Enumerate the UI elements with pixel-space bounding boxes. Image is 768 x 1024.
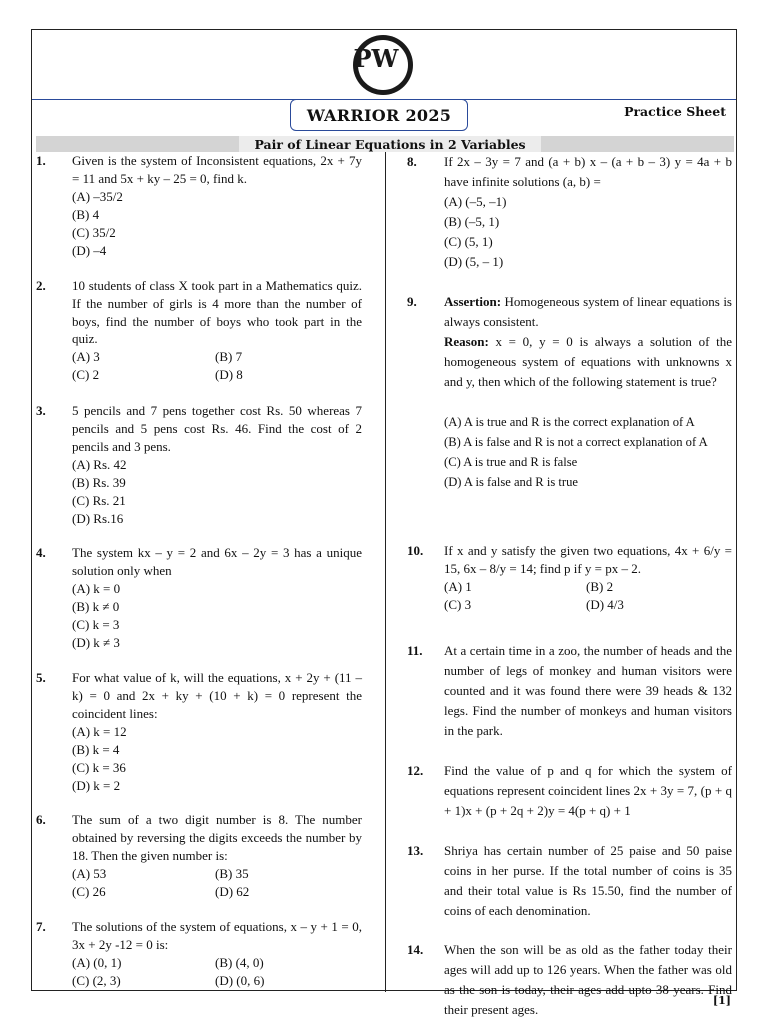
question-text: At a certain time in a zoo, the number of heads and the number of legs of monkey and human visitors were counted and it was found there were 39 heads & 132 legs. Find the number of monkeys and human visitors in the park. bbox=[444, 643, 732, 738]
column-divider bbox=[385, 152, 386, 992]
logo-letter-p: PW bbox=[353, 44, 399, 73]
option-c: (C) 3 bbox=[444, 597, 472, 612]
question-text: If 2x – 3y = 7 and (a + b) x – (a + b – 3) y = 4a + b have infinite solutions (a, b) = bbox=[444, 154, 732, 189]
question-text: Shriya has certain number of 25 paise and 50 paise coins in her purse. If the total number of coins is 35 and their total value is Rs 15.50, find the number of coins of each denomination. bbox=[444, 843, 732, 918]
option-a: (A) 53 bbox=[72, 866, 107, 881]
question-number: 5. bbox=[36, 670, 46, 685]
page-number: [1] bbox=[712, 994, 731, 1007]
question-number: 6. bbox=[36, 812, 46, 827]
question-number: 7. bbox=[36, 919, 46, 934]
assertion-body: Homogeneous system of linear equations is always consistent. bbox=[444, 294, 732, 329]
option-b: (B) k ≠ 0 bbox=[72, 599, 120, 614]
question-number: 12. bbox=[407, 763, 424, 778]
option-b: (B) 2 bbox=[586, 579, 614, 594]
option-b: (B) 35 bbox=[215, 866, 249, 881]
question-text: For what value of k, will the equations, x + 2y + (11 – k) = 0 and 2x + ky + (10 + k) = 0 represent the coincident lines: bbox=[72, 670, 362, 721]
option-a: (A) k = 12 bbox=[72, 724, 127, 739]
question-text: The system kx – y = 2 and 6x – 2y = 3 has a unique solution only when bbox=[72, 545, 362, 578]
option-a: (A) A is true and R is the correct explanation of A bbox=[444, 415, 695, 429]
reason-text bbox=[444, 332, 732, 392]
question-text: When the son will be as old as the father today their ages will add up to 126 years. When the father was old as the son is today, their ages add upto 38 years. Find their present ages. bbox=[444, 942, 732, 1017]
option-a: (A) Rs. 42 bbox=[72, 457, 127, 472]
option-a: (A) –35/2 bbox=[72, 189, 123, 204]
option-b: (B) 7 bbox=[215, 349, 243, 364]
question-number: 3. bbox=[36, 403, 46, 418]
question-text: If x and y satisfy the given two equations, 4x + 6/y = 15, 6x – 8/y = 14; find p if y = px – 2. bbox=[444, 543, 732, 576]
option-d: (D) (5, – 1) bbox=[444, 254, 504, 269]
option-b: (B) 4 bbox=[72, 207, 100, 222]
option-d: (D) (0, 6) bbox=[215, 973, 265, 988]
page-title: WARRIOR 2025 bbox=[306, 105, 452, 125]
option-d: (D) A is false and R is true bbox=[444, 475, 578, 489]
option-b: (B) Rs. 39 bbox=[72, 475, 126, 490]
question-number: 8. bbox=[407, 154, 417, 169]
option-c: (C) 2 bbox=[72, 367, 100, 382]
option-c: (C) A is true and R is false bbox=[444, 455, 578, 469]
option-c: (C) k = 36 bbox=[72, 760, 126, 775]
sheet-type: Practice Sheet bbox=[624, 104, 726, 119]
option-d: (D) 62 bbox=[215, 884, 250, 899]
subject-title: Pair of Linear Equations in 2 Variables bbox=[239, 136, 541, 152]
option-b: (B) k = 4 bbox=[72, 742, 120, 757]
option-b: (B) (4, 0) bbox=[215, 955, 264, 970]
option-c: (C) k = 3 bbox=[72, 617, 120, 632]
question-number: 9. bbox=[407, 294, 417, 309]
reason-label: Reason: bbox=[444, 334, 489, 349]
option-c: (C) Rs. 21 bbox=[72, 493, 126, 508]
question-number: 2. bbox=[36, 278, 46, 293]
option-b: (B) A is false and R is not a correct explanation of A bbox=[444, 435, 708, 449]
question-number: 13. bbox=[407, 843, 424, 858]
page-frame bbox=[31, 29, 737, 1017]
option-a: (A) k = 0 bbox=[72, 581, 121, 596]
pw-logo bbox=[352, 34, 414, 96]
option-a: (A) 1 bbox=[444, 579, 472, 594]
question-text: The sum of a two digit number is 8. The number obtained by reversing the digits exceeds the number by 18. Then the given number is: bbox=[72, 812, 362, 863]
question-number: 10. bbox=[407, 543, 424, 558]
question-number: 1. bbox=[36, 153, 46, 168]
question-text: Find the value of p and q for which the system of equations represent coincident lines 2x + 3y = 7, (p + q + 1)x + (p + 2q + 2)y = 4(p + q) + 1 bbox=[444, 763, 732, 818]
title-box bbox=[290, 99, 468, 131]
question-number: 4. bbox=[36, 545, 46, 560]
option-c: (C) 35/2 bbox=[72, 225, 116, 240]
option-d: (D) 8 bbox=[215, 367, 243, 382]
assertion-label: Assertion: bbox=[444, 294, 502, 309]
option-c: (C) (5, 1) bbox=[444, 234, 493, 249]
option-a: (A) (0, 1) bbox=[72, 955, 122, 970]
question-number: 14. bbox=[407, 942, 424, 957]
header bbox=[32, 30, 736, 100]
question-text: 5 pencils and 7 pens together cost Rs. 50 whereas 7 pencils and 5 pens cost Rs. 46. Find the cost of 2 pencils and 3 pens. bbox=[72, 403, 362, 454]
option-d: (D) k ≠ 3 bbox=[72, 635, 120, 650]
question-text: 10 students of class X took part in a Mathematics quiz. If the number of girls is 4 more than the number of boys, find the number of boys who took part in the quiz. bbox=[72, 278, 362, 347]
option-d: (D) k = 2 bbox=[72, 778, 121, 793]
option-c: (C) 26 bbox=[72, 884, 106, 899]
option-d: (D) 4/3 bbox=[586, 597, 624, 612]
option-d: (D) –4 bbox=[72, 243, 107, 258]
option-d: (D) Rs.16 bbox=[72, 511, 124, 526]
question-number: 11. bbox=[407, 643, 423, 658]
option-a: (A) (–5, –1) bbox=[444, 194, 507, 209]
option-b: (B) (–5, 1) bbox=[444, 214, 500, 229]
question-text: Given is the system of Inconsistent equations, 2x + 7y = 11 and 5x + ky – 25 = 0, find k. bbox=[72, 153, 362, 186]
option-a: (A) 3 bbox=[72, 349, 100, 364]
option-c: (C) (2, 3) bbox=[72, 973, 121, 988]
reason-body: x = 0, y = 0 is always a solution of the homogeneous system of equations with unknowns x and y, then which of the following statement is true? bbox=[444, 334, 732, 389]
assertion-text bbox=[444, 292, 732, 332]
question-text: The solutions of the system of equations, x – y + 1 = 0, 3x + 2y -12 = 0 is: bbox=[72, 919, 362, 952]
